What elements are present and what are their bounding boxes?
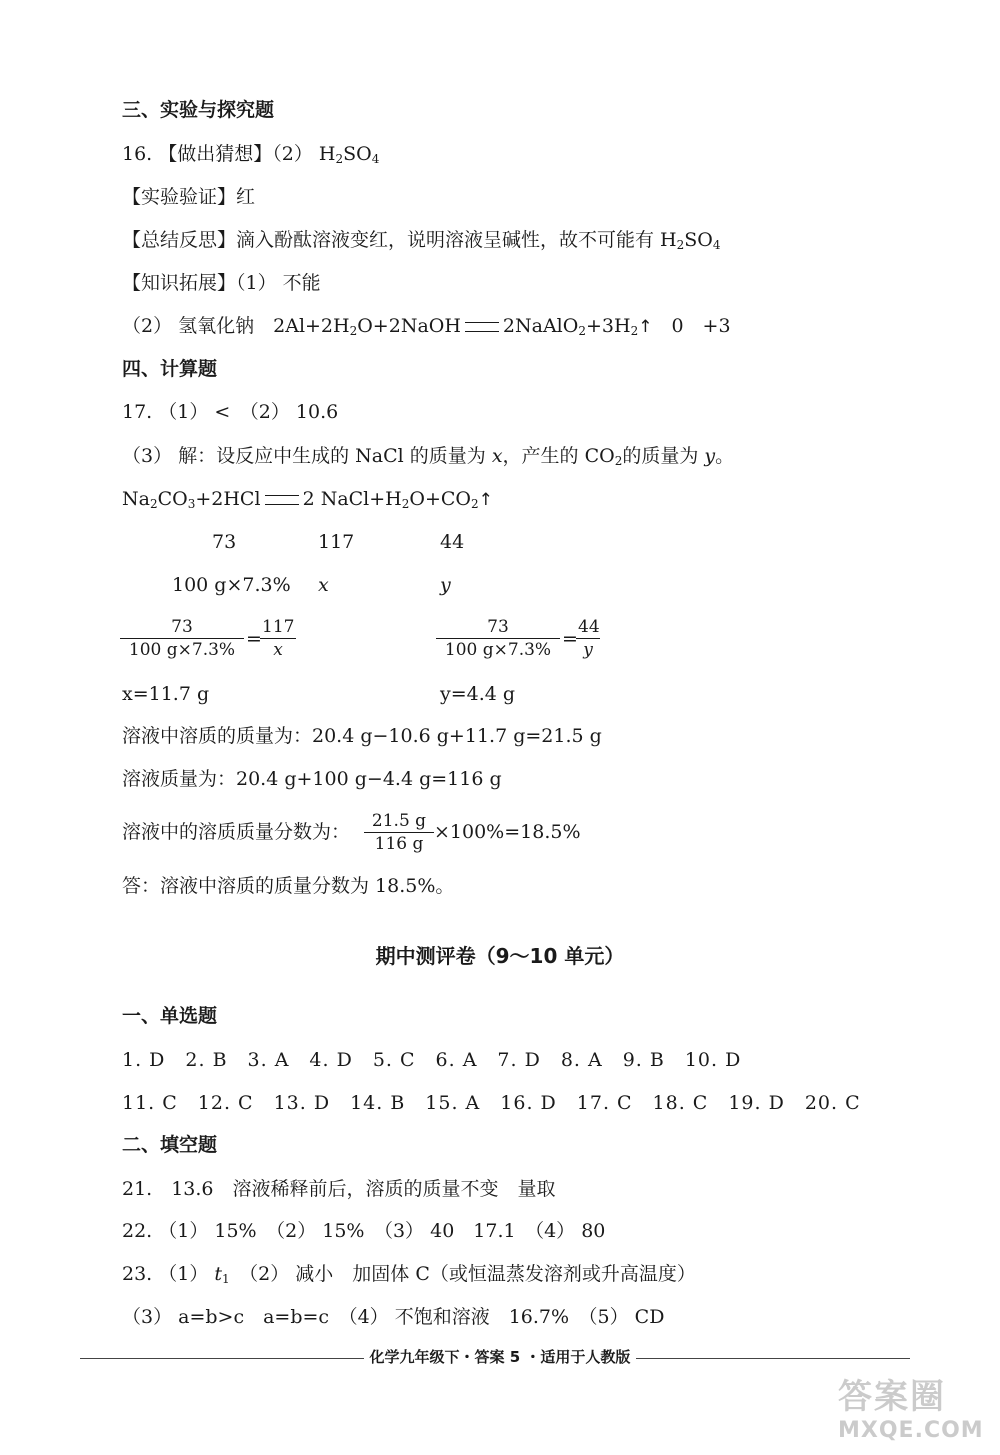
final-answer: 答：溶液中溶质的质量分数为 18.5%。 (122, 875, 455, 897)
equation-part: Na (122, 488, 150, 510)
section-heading-fill-blank: 二、填空题 (122, 1134, 218, 1156)
q23-answer (122, 1260, 696, 1288)
section-heading-experiment: 三、实验与探究题 (122, 99, 275, 121)
equation-part: +2HCl (195, 488, 261, 510)
q23-text: 23. （1） (122, 1263, 215, 1285)
equation-part: O+CO (409, 488, 472, 510)
equals-mark: = (246, 628, 262, 650)
fraction-denominator: y (583, 640, 593, 660)
var-t: t (214, 1263, 223, 1285)
midterm-title: 期中测评卷（9～10 单元） (375, 944, 625, 968)
subscript: 4 (712, 238, 721, 252)
q16-extension-2 (122, 312, 731, 340)
var-y: y (704, 445, 716, 467)
equals-mark: = (562, 628, 578, 650)
subscript: 2 (578, 324, 586, 338)
valence-values: 0 +3 (652, 315, 731, 337)
fraction-1 (120, 616, 244, 661)
equation-part: O+2NaOH (357, 315, 461, 337)
mass-fraction (364, 810, 434, 855)
q16-reflection (122, 226, 721, 254)
subscript: 1 (222, 1272, 230, 1286)
fraction-denominator: 100 g×7.3% (444, 640, 552, 660)
fraction-label: 溶液中的溶质质量分数为： (122, 821, 351, 843)
answers-row-2: 11. C 12. C 13. D 14. B 15. A 16. D 17. C 18. C 19. D 20. C (122, 1092, 861, 1114)
q16-hypothesis (122, 140, 379, 168)
setup-text: ，产生的 CO (502, 445, 615, 467)
formula-part: SO (684, 229, 713, 251)
equation-part: 2 NaCl+H (302, 488, 402, 510)
fraction-numerator: 73 (120, 616, 244, 639)
gas-arrow-icon: ↑ (478, 490, 493, 510)
subscript: 2 (335, 152, 344, 166)
watermark-top-text: 答案圈 (838, 1377, 946, 1417)
subscript: 2 (349, 324, 358, 338)
q21-answer: 21. 13.6 溶液稀释前后，溶质的质量不变 量取 (122, 1178, 556, 1200)
subscript: 2 (614, 454, 623, 468)
section-heading-calculation: 四、计算题 (122, 358, 218, 380)
answers-row-1: 1. D 2. B 3. A 4. D 5. C 6. A 7. D 8. A 9. B 10. D (122, 1049, 742, 1071)
subscript: 2 (676, 238, 685, 252)
equals-sign-icon (265, 495, 299, 505)
fraction-3 (436, 616, 560, 661)
section-heading-single-choice: 一、单选题 (122, 1005, 218, 1027)
q17-line1: 17. （1） < （2） 10.6 (122, 401, 339, 423)
molar-mass-co2: 44 (440, 531, 465, 553)
fraction-denominator: 100 g×7.3% (128, 640, 236, 660)
equation-part: +3H (585, 315, 631, 337)
fraction-numerator: 44 (578, 617, 600, 637)
fraction-denominator: x (273, 640, 283, 660)
equation-part: 2NaAlO (502, 315, 579, 337)
fraction-denominator: 116 g (374, 834, 424, 854)
setup-text: 的质量为 (622, 445, 705, 467)
subscript: 2 (149, 497, 158, 511)
setup-text: （3） 解：设反应中生成的 NaCl 的质量为 (122, 445, 492, 467)
q16-verification: 【实验验证】红 (122, 186, 256, 208)
watermark-logo (838, 1369, 988, 1449)
fraction-numerator: 73 (436, 616, 560, 639)
watermark-bottom-text: MXQE.COM (838, 1418, 984, 1443)
solute-mass: 溶液中溶质的质量为：20.4 g−10.6 g+11.7 g=21.5 g (122, 725, 602, 747)
equals-sign-icon (465, 322, 499, 332)
subscript: 2 (471, 497, 479, 511)
mass-hcl: 100 g×7.3% (172, 574, 291, 596)
molar-mass-nacl: 117 (318, 531, 355, 553)
formula-part: SO (343, 143, 372, 165)
fraction-2 (260, 616, 296, 661)
subscript: 2 (401, 497, 410, 511)
q17-setup (122, 442, 734, 470)
result-x: x=11.7 g (122, 683, 210, 705)
setup-text: 。 (715, 445, 735, 467)
fraction-numerator: 21.5 g (364, 810, 434, 833)
fraction-4 (576, 616, 600, 661)
subscript: 4 (371, 152, 380, 166)
equation-part: （2） 氢氧化钠 2Al+2H (122, 315, 350, 337)
solution-mass: 溶液质量为：20.4 g+100 g−4.4 g=116 g (122, 768, 502, 790)
fraction-numerator: 117 (262, 617, 295, 637)
q22-answer: 22. （1） 15% （2） 15% （3） 40 17.1 （4） 80 (122, 1220, 606, 1242)
reaction-equation (122, 485, 493, 513)
q16-extension-1: 【知识拓展】（1） 不能 (122, 272, 321, 294)
equation-part: CO (157, 488, 188, 510)
mass-y: y (440, 574, 451, 596)
var-x: x (491, 445, 503, 467)
fraction-result: ×100%=18.5% (434, 821, 581, 843)
footer-text: 化学九年级下・答案 5 ・适用于人教版 (364, 1348, 637, 1366)
subscript: 2 (630, 324, 639, 338)
reflection-text: 【总结反思】滴入酚酞溶液变红，说明溶液呈碱性，故不可能有 H (122, 229, 677, 251)
molar-mass-hcl: 73 (212, 531, 237, 553)
page-footer (0, 1346, 1000, 1367)
q23-text: （2） 减小 加固体 C（或恒温蒸发溶剂或升高温度） (229, 1263, 696, 1285)
q16-text: 16. 【做出猜想】（2） H (122, 143, 336, 165)
mass-x: x (318, 574, 329, 596)
q23-answer-2: （3） a=b>c a=b=c （4） 不饱和溶液 16.7% （5） CD (122, 1306, 665, 1328)
gas-arrow-icon: ↑ (638, 317, 653, 337)
result-y: y=4.4 g (440, 683, 516, 705)
subscript: 3 (187, 497, 196, 511)
